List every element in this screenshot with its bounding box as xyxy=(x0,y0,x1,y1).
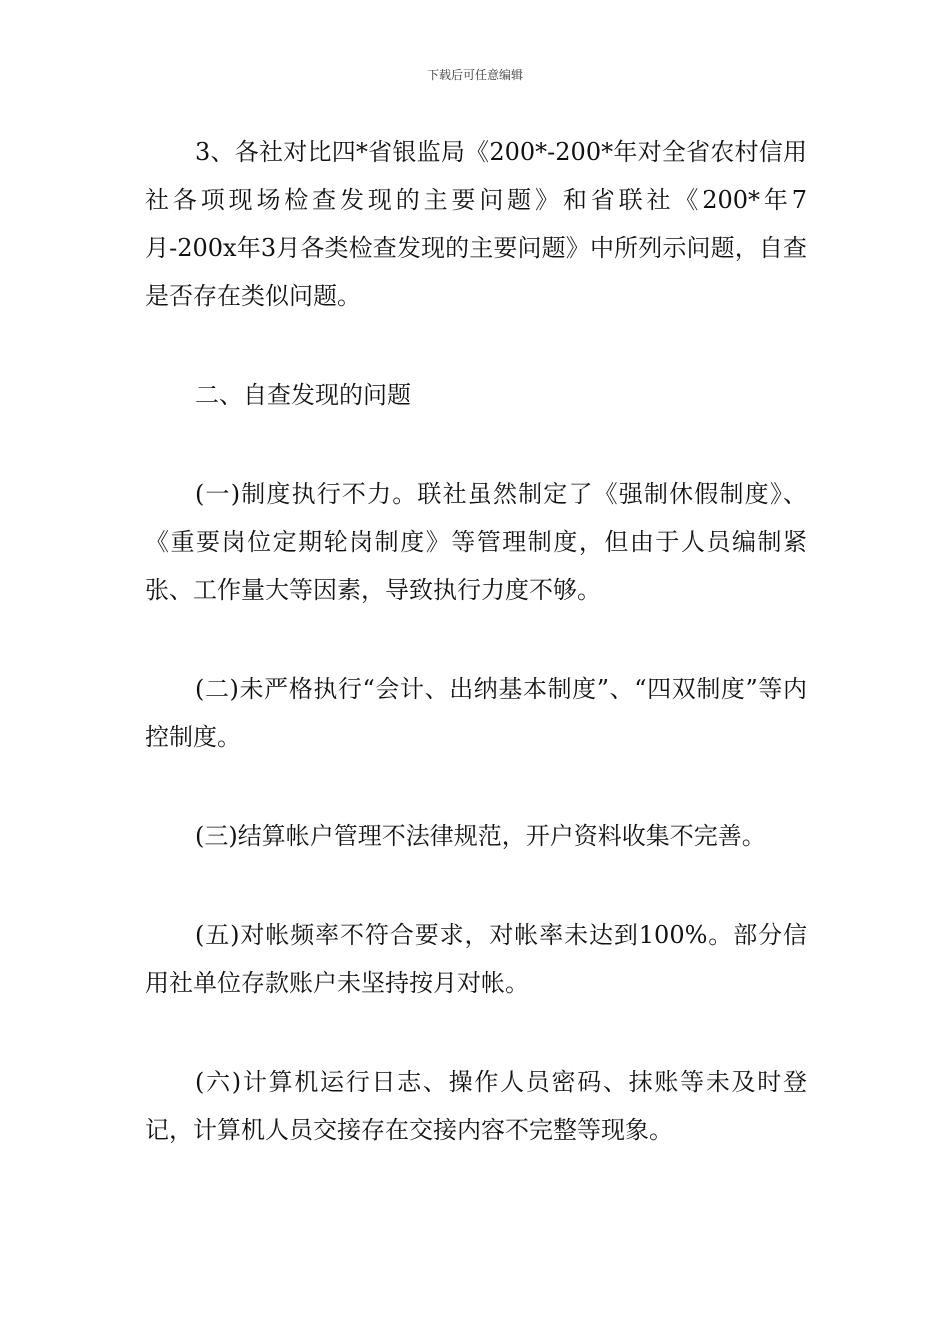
paragraph-problem-2: (二)未严格执行“会计、出纳基本制度”、“四双制度”等内控制度。 xyxy=(145,675,807,751)
paragraph-self-check-item-3: 3、各社对比四*省银监局《200*-200*年对全省农村信用社各项现场检查发现的主要问题》和省联社《200*年7月-200x年3月各类检查发现的主要问题》中所列示问题，自查是否存在类似问题。 xyxy=(145,138,807,310)
paragraph-problem-6: (六)计算机运行日志、操作人员密码、抹账等未及时登记，计算机人员交接存在交接内容不完整等现象。 xyxy=(145,1068,807,1144)
paragraph-problem-1: (一)制度执行不力。联社虽然制定了《强制休假制度》、《重要岗位定期轮岗制度》等管理制度，但由于人员编制紧张、工作量大等因素，导致执行力度不够。 xyxy=(145,480,807,604)
paragraph-problem-3: (三)结算帐户管理不法律规范，开户资料收集不完善。 xyxy=(195,822,766,850)
document-body xyxy=(145,128,807,1205)
paragraph-problem-5: (五)对帐频率不符合要求，对帐率未达到100%。部分信用社单位存款账户未坚持按月对帐。 xyxy=(145,921,807,997)
page-header-note: 下载后可任意编辑 xyxy=(426,68,523,82)
section-heading-problems-found: 二、自查发现的问题 xyxy=(195,381,411,409)
